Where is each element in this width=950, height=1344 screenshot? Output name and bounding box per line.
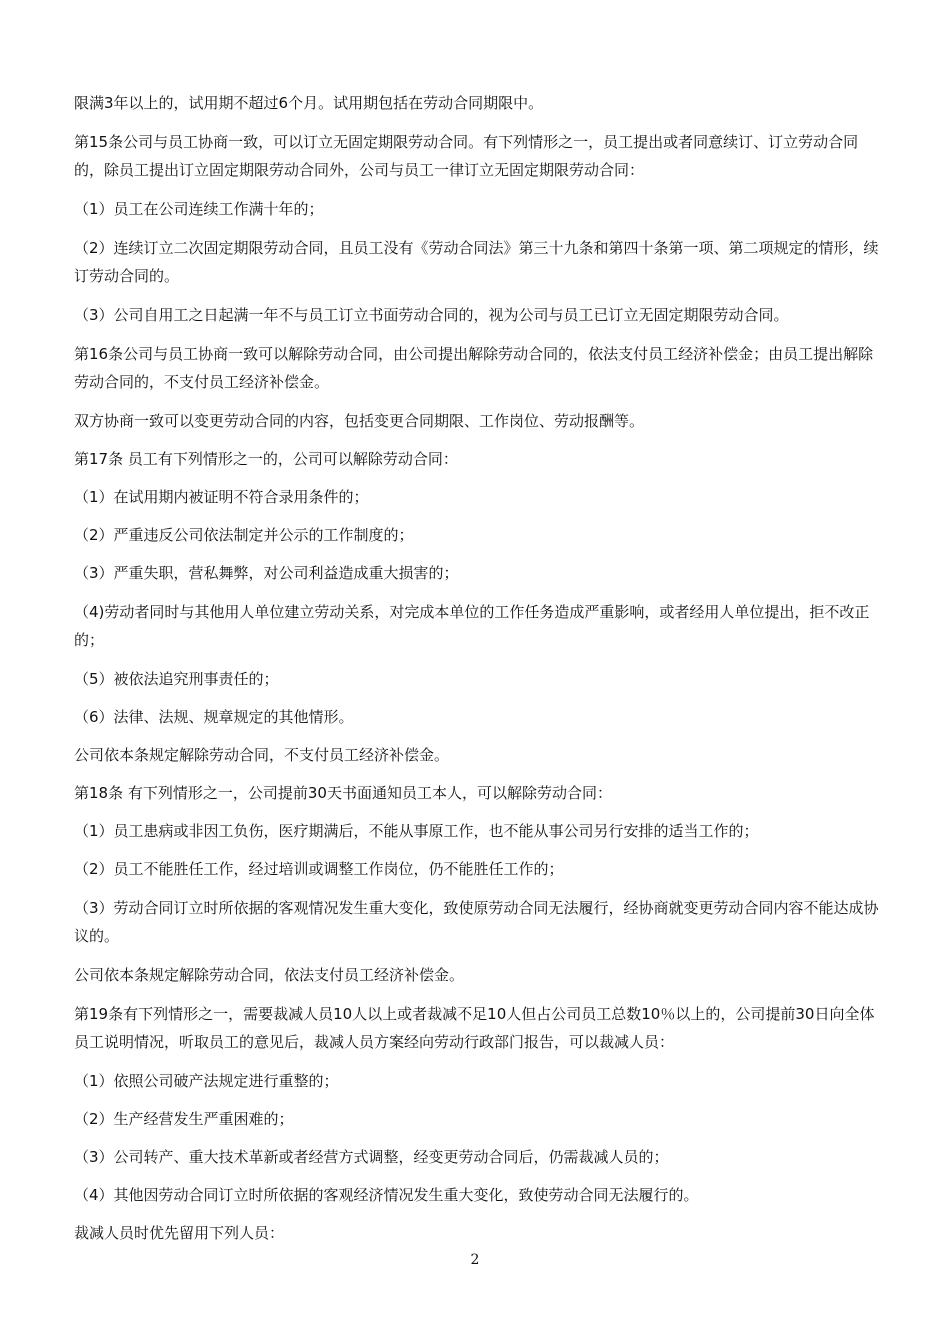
- paragraph-compensation: 公司依本条规定解除劳动合同，依法支付员工经济补偿金。: [74, 966, 465, 984]
- document-body: [74, 90, 882, 1258]
- list-item: （4）其他因劳动合同订立时所依据的客观经济情况发生重大变化，致使劳动合同无法履行的。: [74, 1186, 699, 1204]
- list-item: （2）员工不能胜任工作，经过培训或调整工作岗位，仍不能胜任工作的；: [74, 860, 564, 878]
- list-item: （1）员工在公司连续工作满十年的；: [74, 200, 324, 218]
- list-item: （3）公司自用工之日起满一年不与员工订立书面劳动合同的，视为公司与员工已订立无固定期限劳动合同。: [74, 306, 789, 324]
- list-item: （3）严重失职，营私舞弊，对公司利益造成重大损害的；: [74, 564, 459, 582]
- list-item: （2）生产经营发生严重困难的；: [74, 1110, 294, 1128]
- page-number: 2: [470, 1252, 480, 1268]
- paragraph-contract-change: 双方协商一致可以变更劳动合同的内容，包括变更合同期限、工作岗位、劳动报酬等。: [74, 412, 645, 430]
- paragraph-article-16: 第16条公司与员工协商一致可以解除劳动合同，由公司提出解除劳动合同的，依法支付员工经济补偿金；由员工提出解除劳动合同的，不支付员工经济补偿金。: [74, 345, 874, 391]
- list-item: （6）法律、法规、规章规定的其他情形。: [74, 708, 354, 726]
- list-item: （1）员工患病或非因工负伤，医疗期满后，不能从事原工作，也不能从事公司另行安排的适当工作的；: [74, 822, 759, 840]
- list-item: （1）依照公司破产法规定进行重整的；: [74, 1072, 339, 1090]
- paragraph-article-18: 第18条 有下列情形之一，公司提前30天书面通知员工本人，可以解除劳动合同：: [74, 784, 612, 802]
- list-item: （4)劳动者同时与其他用人单位建立劳动关系，对完成本单位的工作任务造成严重影响，或者经用人单位提出，拒不改正的；: [74, 603, 870, 649]
- paragraph-probation-limit: 限满3年以上的，试用期不超过6个月。试用期包括在劳动合同期限中。: [74, 94, 544, 112]
- list-item: （1）在试用期内被证明不符合录用条件的；: [74, 488, 369, 506]
- list-item: （5）被依法追究刑事责任的；: [74, 670, 279, 688]
- paragraph-article-19: 第19条有下列情形之一，需要裁减人员10人以上或者裁减不足10人但占公司员工总数10％以上的，公司提前30日向全体员工说明情况，听取员工的意见后，裁减人员方案经向劳动行政部门报告，可以裁减人员：: [74, 1005, 875, 1051]
- list-item: （2）严重违反公司依法制定并公示的工作制度的；: [74, 526, 414, 544]
- list-item: （3）劳动合同订立时所依据的客观情况发生重大变化，致使原劳动合同无法履行，经协商就变更劳动合同内容不能达成协议的。: [74, 899, 879, 945]
- paragraph-article-15: 第15条公司与员工协商一致，可以订立无固定期限劳动合同。有下列情形之一，员工提出或者同意续订、订立劳动合同的，除员工提出订立固定期限劳动合同外，公司与员工一律订立无固定期限劳动合同：: [74, 133, 859, 179]
- paragraph-no-compensation: 公司依本条规定解除劳动合同，不支付员工经济补偿金。: [74, 746, 450, 764]
- list-item: （3）公司转产、重大技术革新或者经营方式调整，经变更劳动合同后，仍需裁减人员的；: [74, 1148, 669, 1166]
- paragraph-retention: 裁减人员时优先留用下列人员：: [74, 1224, 285, 1242]
- paragraph-article-17: 第17条 员工有下列情形之一的，公司可以解除劳动合同：: [74, 450, 458, 468]
- list-item: （2）连续订立二次固定期限劳动合同，且员工没有《劳动合同法》第三十九条和第四十条第一项、第二项规定的情形，续订劳动合同的。: [74, 239, 879, 285]
